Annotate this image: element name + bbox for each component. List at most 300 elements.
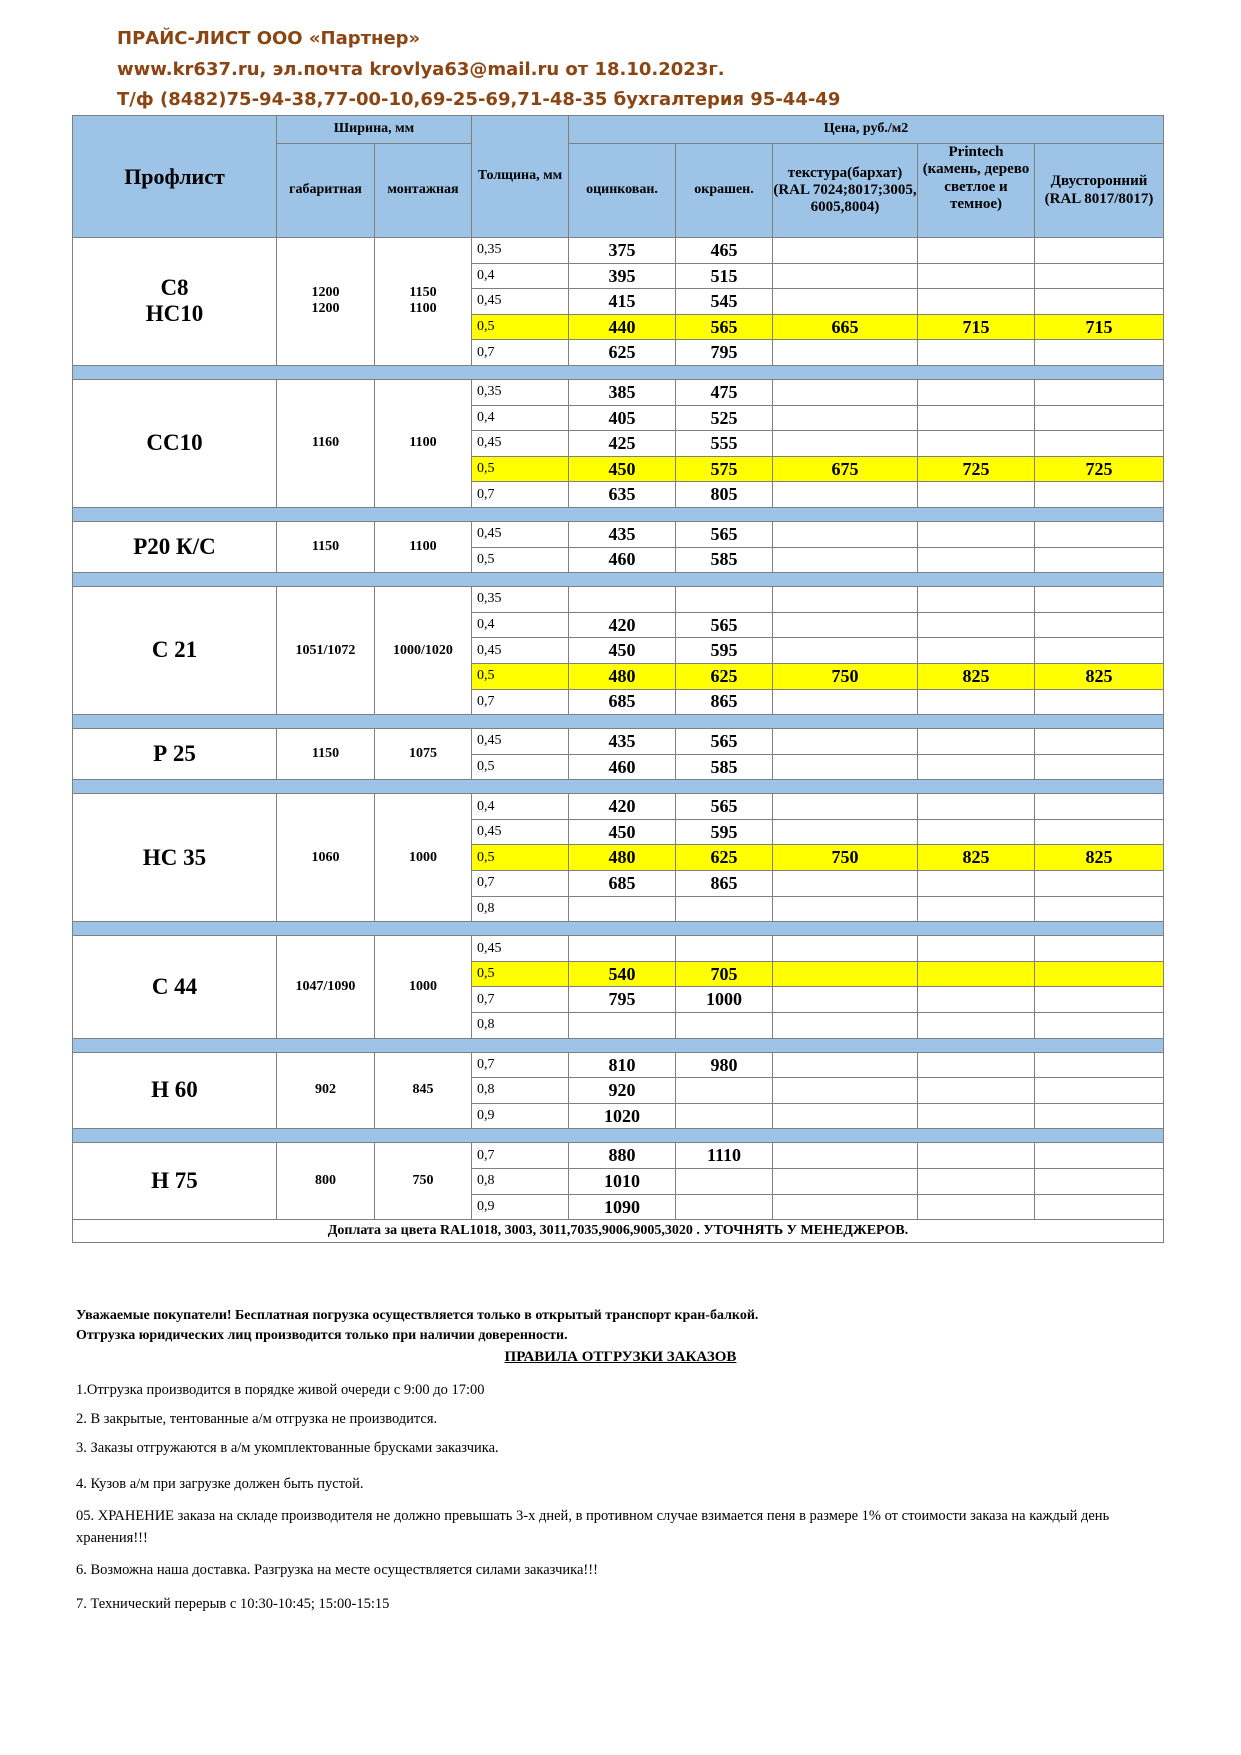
thickness-cell: 0,5 xyxy=(472,456,569,482)
price-printech-cell xyxy=(918,521,1035,547)
price-painted-cell: 865 xyxy=(676,871,773,897)
price-twoside-cell xyxy=(1035,482,1164,508)
thickness-cell: 0,45 xyxy=(472,521,569,547)
price-texture-cell xyxy=(773,1169,918,1195)
width-mount: 1100 xyxy=(409,538,437,554)
price-painted-cell: 565 xyxy=(676,729,773,755)
price-painted-cell: 565 xyxy=(676,314,773,340)
thickness-cell: 0,8 xyxy=(472,1078,569,1104)
price-twoside-cell xyxy=(1035,794,1164,820)
profile-name-cell xyxy=(73,794,277,922)
width-overall-cell xyxy=(277,936,375,1038)
width-mount-cell xyxy=(375,521,472,572)
width-overall: 1160 xyxy=(311,435,340,451)
thickness-cell: 0,5 xyxy=(472,663,569,689)
price-texture-cell xyxy=(773,896,918,922)
thickness-cell: 0,7 xyxy=(472,340,569,366)
thickness-cell: 0,45 xyxy=(472,638,569,664)
price-twoside-cell xyxy=(1035,405,1164,431)
price-printech-cell xyxy=(918,689,1035,715)
price-printech-cell xyxy=(918,1078,1035,1104)
width-mount: 1000/1020 xyxy=(393,642,453,658)
width-overall-cell xyxy=(277,379,375,507)
rule-4: 4. Кузов а/м при загрузке должен быть пустой. xyxy=(76,1476,364,1492)
width-overall-cell xyxy=(277,1052,375,1129)
price-painted-cell: 595 xyxy=(676,638,773,664)
price-twoside-cell xyxy=(1035,689,1164,715)
width-overall: 1150 xyxy=(311,746,340,762)
price-printech-cell xyxy=(918,547,1035,573)
profile-header: Профлист xyxy=(73,116,277,238)
profile-name: С8 xyxy=(160,275,189,301)
group-separator xyxy=(73,715,1164,729)
width-mount: 750 xyxy=(412,1173,434,1189)
price-printech-cell: 725 xyxy=(918,456,1035,482)
price-header: Цена, руб./м2 xyxy=(569,116,1164,144)
price-galv-cell: 685 xyxy=(569,871,676,897)
profile-name: С 21 xyxy=(151,637,198,663)
price-galv-cell: 425 xyxy=(569,431,676,457)
price-printech-cell xyxy=(918,729,1035,755)
width-overall-header: габаритная xyxy=(277,144,375,238)
price-texture-cell xyxy=(773,1143,918,1169)
price-twoside-cell xyxy=(1035,1194,1164,1220)
width-overall: 902 xyxy=(315,1082,336,1098)
price-twoside-cell: 715 xyxy=(1035,314,1164,340)
price-twoside-cell xyxy=(1035,587,1164,613)
price-twoside-cell xyxy=(1035,1169,1164,1195)
price-printech-cell xyxy=(918,819,1035,845)
price-texture-cell xyxy=(773,1078,918,1104)
rule-5: 05. ХРАНЕНИЕ заказа на складе производителя не должно превышать 3-х дней, в противном случае взимается пеня в размере 1% от стоимости заказа на каждый день хранения!!! xyxy=(76,1508,1110,1546)
price-printech-cell xyxy=(918,1013,1035,1039)
thickness-cell: 0,7 xyxy=(472,689,569,715)
width-overall-cell xyxy=(277,587,375,715)
phone-line: Т/ф (8482)75-94-38,77-00-10,69-25-69,71-48-35 бухгалтерия 95-44-49 xyxy=(117,89,841,110)
title-line: ПРАЙС-ЛИСТ ООО «Партнер» xyxy=(117,28,421,49)
rule-7: 7. Технический перерыв с 10:30-10:45; 15:00-15:15 xyxy=(76,1596,390,1612)
price-painted-cell: 565 xyxy=(676,794,773,820)
price-galv-cell: 450 xyxy=(569,819,676,845)
price-galv-cell: 625 xyxy=(569,340,676,366)
price-twoside-cell xyxy=(1035,1143,1164,1169)
price-twoside-cell xyxy=(1035,431,1164,457)
price-printech-cell xyxy=(918,1143,1035,1169)
table-row xyxy=(73,379,1164,405)
price-texture-cell xyxy=(773,729,918,755)
group-separator xyxy=(73,1129,1164,1143)
price-galv-cell: 880 xyxy=(569,1143,676,1169)
price-galv-cell: 480 xyxy=(569,845,676,871)
price-twoside-cell xyxy=(1035,379,1164,405)
thickness-cell: 0,7 xyxy=(472,1143,569,1169)
price-painted-cell: 595 xyxy=(676,819,773,845)
price-twoside-cell xyxy=(1035,819,1164,845)
table-row xyxy=(73,1143,1164,1169)
price-texture-cell xyxy=(773,587,918,613)
price-galv-cell: 435 xyxy=(569,729,676,755)
price-texture-cell xyxy=(773,794,918,820)
price-printech-cell xyxy=(918,754,1035,780)
price-texture-cell xyxy=(773,987,918,1013)
table-row xyxy=(73,587,1164,613)
rule-1: 1.Отгрузка производится в порядке живой очереди с 9:00 до 17:00 xyxy=(76,1382,485,1398)
profile-name: Р20 К/С xyxy=(133,533,216,559)
width-mount: 1075 xyxy=(409,746,437,762)
price-painted-cell: 705 xyxy=(676,961,773,987)
thickness-header: Толщина, мм xyxy=(472,116,569,238)
thickness-cell: 0,7 xyxy=(472,987,569,1013)
price-twoside-cell xyxy=(1035,961,1164,987)
thickness-cell: 0,4 xyxy=(472,794,569,820)
profile-name: С 44 xyxy=(151,973,198,999)
price-galv-cell: 1090 xyxy=(569,1194,676,1220)
price-painted-cell xyxy=(676,1078,773,1104)
price-galv-cell: 420 xyxy=(569,794,676,820)
price-texture-cell xyxy=(773,379,918,405)
price-twoside-cell xyxy=(1035,754,1164,780)
price-galv-cell: 420 xyxy=(569,612,676,638)
price-painted-cell: 805 xyxy=(676,482,773,508)
texture-header: текстура(бархат) (RAL 7024;8017;3005, 6005,8004) xyxy=(773,144,918,238)
width-overall: 1150 xyxy=(311,538,340,554)
note-loading: Уважаемые покупатели! Бесплатная погрузка осуществляется только в открытый транспорт кран-балкой. xyxy=(76,1308,759,1323)
twoside-header: Двусторонний (RAL 8017/8017) xyxy=(1035,144,1164,238)
group-separator xyxy=(73,922,1164,936)
price-texture-cell xyxy=(773,612,918,638)
thickness-cell: 0,5 xyxy=(472,845,569,871)
price-painted-cell xyxy=(676,587,773,613)
price-texture-cell xyxy=(773,340,918,366)
price-twoside-cell xyxy=(1035,238,1164,264)
price-painted-cell: 625 xyxy=(676,663,773,689)
price-twoside-cell xyxy=(1035,987,1164,1013)
price-texture-cell xyxy=(773,1013,918,1039)
price-printech-cell xyxy=(918,1052,1035,1078)
width-mount-header: монтажная xyxy=(375,144,472,238)
price-texture-cell: 665 xyxy=(773,314,918,340)
thickness-cell: 0,45 xyxy=(472,936,569,962)
thickness-cell: 0,45 xyxy=(472,819,569,845)
thickness-cell: 0,8 xyxy=(472,896,569,922)
price-galv-cell: 395 xyxy=(569,263,676,289)
thickness-cell: 0,5 xyxy=(472,961,569,987)
price-galv-cell xyxy=(569,896,676,922)
table-row xyxy=(73,794,1164,820)
thickness-cell: 0,8 xyxy=(472,1169,569,1195)
separator-cell xyxy=(73,1129,1164,1143)
thickness-cell: 0,4 xyxy=(472,263,569,289)
separator-cell xyxy=(73,573,1164,587)
profile-name: Н 60 xyxy=(151,1077,198,1103)
thickness-cell: 0,35 xyxy=(472,238,569,264)
width-overall-cell xyxy=(277,729,375,780)
price-printech-cell xyxy=(918,1169,1035,1195)
width-mount: 1000 xyxy=(409,849,437,865)
price-galv-cell: 450 xyxy=(569,456,676,482)
profile-name: Н 75 xyxy=(151,1168,198,1194)
price-texture-cell xyxy=(773,754,918,780)
price-texture-cell xyxy=(773,819,918,845)
price-twoside-cell xyxy=(1035,289,1164,315)
price-painted-cell: 555 xyxy=(676,431,773,457)
width-mount: 1100 xyxy=(409,435,437,451)
profile-name-cell xyxy=(73,729,277,780)
price-painted-cell: 465 xyxy=(676,238,773,264)
price-printech-cell xyxy=(918,379,1035,405)
price-printech-cell xyxy=(918,638,1035,664)
thickness-cell: 0,4 xyxy=(472,612,569,638)
price-painted-cell xyxy=(676,896,773,922)
price-texture-cell xyxy=(773,871,918,897)
price-texture-cell xyxy=(773,961,918,987)
rule-2: 2. В закрытые, тентованные а/м отгрузка не производится. xyxy=(76,1411,438,1427)
thickness-cell: 0,35 xyxy=(472,379,569,405)
price-twoside-cell xyxy=(1035,1013,1164,1039)
price-printech-cell xyxy=(918,896,1035,922)
price-twoside-cell xyxy=(1035,936,1164,962)
price-painted-cell: 625 xyxy=(676,845,773,871)
thickness-cell: 0,5 xyxy=(472,547,569,573)
price-painted-cell xyxy=(676,1194,773,1220)
price-twoside-cell xyxy=(1035,521,1164,547)
price-twoside-cell xyxy=(1035,612,1164,638)
price-texture-cell: 675 xyxy=(773,456,918,482)
profile-name-cell xyxy=(73,379,277,507)
price-printech-cell xyxy=(918,238,1035,264)
price-galv-cell: 405 xyxy=(569,405,676,431)
price-printech-cell xyxy=(918,612,1035,638)
thickness-cell: 0,45 xyxy=(472,289,569,315)
price-painted-cell: 795 xyxy=(676,340,773,366)
price-galv-cell: 460 xyxy=(569,754,676,780)
price-galv-cell: 440 xyxy=(569,314,676,340)
thickness-cell: 0,45 xyxy=(472,431,569,457)
price-galv-cell: 415 xyxy=(569,289,676,315)
rule-6: 6. Возможна наша доставка. Разгрузка на месте осуществляется силами заказчика!!! xyxy=(76,1562,598,1578)
thickness-cell: 0,9 xyxy=(472,1194,569,1220)
price-painted-cell: 475 xyxy=(676,379,773,405)
width-overall: 1060 xyxy=(311,849,340,865)
table-row xyxy=(73,238,1164,264)
price-printech-cell xyxy=(918,482,1035,508)
price-painted-cell: 515 xyxy=(676,263,773,289)
width-overall: 1051/1072 xyxy=(295,642,356,658)
width-mount: 1000 xyxy=(409,978,437,994)
price-twoside-cell xyxy=(1035,340,1164,366)
price-twoside-cell xyxy=(1035,729,1164,755)
price-galv-cell: 1020 xyxy=(569,1103,676,1129)
price-twoside-cell xyxy=(1035,871,1164,897)
price-texture-cell xyxy=(773,1103,918,1129)
price-twoside-cell xyxy=(1035,1078,1164,1104)
price-galv-cell: 385 xyxy=(569,379,676,405)
width-overall: 1047/1090 xyxy=(295,978,356,994)
price-galv-cell: 1010 xyxy=(569,1169,676,1195)
price-galv-cell: 450 xyxy=(569,638,676,664)
price-galv-cell xyxy=(569,587,676,613)
price-texture-cell xyxy=(773,689,918,715)
price-twoside-cell xyxy=(1035,263,1164,289)
separator-cell xyxy=(73,780,1164,794)
separator-cell xyxy=(73,715,1164,729)
price-twoside-cell xyxy=(1035,896,1164,922)
price-texture-cell xyxy=(773,289,918,315)
thickness-cell: 0,8 xyxy=(472,1013,569,1039)
thickness-cell: 0,4 xyxy=(472,405,569,431)
price-galv-cell: 635 xyxy=(569,482,676,508)
width-overall-alt: 1200 xyxy=(311,301,340,317)
header-row xyxy=(73,116,1164,144)
price-galv-cell xyxy=(569,1013,676,1039)
price-printech-cell: 715 xyxy=(918,314,1035,340)
width-mount-cell xyxy=(375,238,472,366)
table-row xyxy=(73,1052,1164,1078)
price-printech-cell xyxy=(918,405,1035,431)
group-separator xyxy=(73,507,1164,521)
price-twoside-cell: 825 xyxy=(1035,845,1164,871)
profile-name-cell xyxy=(73,1143,277,1220)
profile-name: НС 35 xyxy=(142,844,207,870)
thickness-cell: 0,5 xyxy=(472,754,569,780)
price-texture-cell xyxy=(773,431,918,457)
price-twoside-cell xyxy=(1035,1052,1164,1078)
price-twoside-cell: 825 xyxy=(1035,663,1164,689)
price-painted-cell xyxy=(676,1169,773,1195)
price-texture-cell xyxy=(773,238,918,264)
price-printech-cell xyxy=(918,936,1035,962)
price-printech-cell xyxy=(918,987,1035,1013)
price-table xyxy=(72,115,1164,1243)
width-overall: 1200 xyxy=(311,285,340,301)
width-overall: 800 xyxy=(315,1173,336,1189)
width-mount-cell xyxy=(375,587,472,715)
price-texture-cell xyxy=(773,1194,918,1220)
note-legal: Отгрузка юридических лиц производится только при наличии доверенности. xyxy=(76,1328,568,1343)
price-painted-cell: 1110 xyxy=(676,1143,773,1169)
price-painted-cell xyxy=(676,936,773,962)
separator-cell xyxy=(73,507,1164,521)
price-twoside-cell xyxy=(1035,638,1164,664)
price-printech-cell xyxy=(918,794,1035,820)
color-surcharge-note: Доплата за цвета RAL1018, 3003, 3011,7035,9006,9005,3020 . УТОЧНЯТЬ У МЕНЕДЖЕРОВ. xyxy=(73,1220,1164,1243)
price-galv-cell: 685 xyxy=(569,689,676,715)
table-row xyxy=(73,936,1164,962)
price-texture-cell: 750 xyxy=(773,663,918,689)
price-printech-cell xyxy=(918,340,1035,366)
price-galv-cell: 810 xyxy=(569,1052,676,1078)
price-texture-cell xyxy=(773,482,918,508)
price-texture-cell xyxy=(773,405,918,431)
galv-header: оцинкован. xyxy=(569,144,676,238)
price-printech-cell: 825 xyxy=(918,845,1035,871)
profile-name-cell xyxy=(73,521,277,572)
price-painted-cell: 565 xyxy=(676,612,773,638)
group-separator xyxy=(73,573,1164,587)
width-mount-cell xyxy=(375,936,472,1038)
group-separator xyxy=(73,365,1164,379)
price-galv-cell: 920 xyxy=(569,1078,676,1104)
price-twoside-cell xyxy=(1035,547,1164,573)
price-texture-cell: 750 xyxy=(773,845,918,871)
profile-name: СС10 xyxy=(146,430,203,456)
width-overall-cell xyxy=(277,794,375,922)
width-overall-cell xyxy=(277,238,375,366)
price-painted-cell: 585 xyxy=(676,547,773,573)
price-printech-cell: 825 xyxy=(918,663,1035,689)
profile-name-cell xyxy=(73,1052,277,1129)
price-painted-cell: 865 xyxy=(676,689,773,715)
price-galv-cell: 795 xyxy=(569,987,676,1013)
painted-header: окрашен. xyxy=(676,144,773,238)
printech-header: Printech (камень, дерево светлое и темное) xyxy=(918,144,1035,238)
price-galv-cell: 375 xyxy=(569,238,676,264)
profile-name-cell xyxy=(73,238,277,366)
group-separator xyxy=(73,1038,1164,1052)
separator-cell xyxy=(73,1038,1164,1052)
price-twoside-cell: 725 xyxy=(1035,456,1164,482)
price-texture-cell xyxy=(773,547,918,573)
width-mount-cell xyxy=(375,794,472,922)
thickness-cell: 0,45 xyxy=(472,729,569,755)
width-header: Ширина, мм xyxy=(277,116,472,144)
price-painted-cell: 525 xyxy=(676,405,773,431)
price-printech-cell xyxy=(918,1194,1035,1220)
thickness-cell: 0,5 xyxy=(472,314,569,340)
price-texture-cell xyxy=(773,1052,918,1078)
price-printech-cell xyxy=(918,289,1035,315)
width-overall-cell xyxy=(277,1143,375,1220)
price-printech-cell xyxy=(918,431,1035,457)
group-separator xyxy=(73,780,1164,794)
contact-line: www.kr637.ru, эл.почта krovlya63@mail.ru от 18.10.2023г. xyxy=(117,59,725,80)
price-galv-cell: 480 xyxy=(569,663,676,689)
rules-title: ПРАВИЛА ОТГРУЗКИ ЗАКАЗОВ xyxy=(504,1349,737,1365)
table-row xyxy=(73,729,1164,755)
thickness-cell: 0,9 xyxy=(472,1103,569,1129)
price-painted-cell xyxy=(676,1103,773,1129)
price-painted-cell: 575 xyxy=(676,456,773,482)
width-mount-cell xyxy=(375,1052,472,1129)
profile-name-alt: НС10 xyxy=(145,301,204,327)
width-mount-cell xyxy=(375,379,472,507)
price-painted-cell: 545 xyxy=(676,289,773,315)
footer-row xyxy=(73,1220,1164,1243)
profile-name: Р 25 xyxy=(153,740,196,766)
price-texture-cell xyxy=(773,263,918,289)
table-row xyxy=(73,521,1164,547)
price-texture-cell xyxy=(773,521,918,547)
thickness-cell: 0,35 xyxy=(472,587,569,613)
profile-name-cell xyxy=(73,936,277,1038)
separator-cell xyxy=(73,365,1164,379)
price-galv-cell: 540 xyxy=(569,961,676,987)
price-painted-cell: 1000 xyxy=(676,987,773,1013)
width-mount-cell xyxy=(375,1143,472,1220)
price-painted-cell: 980 xyxy=(676,1052,773,1078)
width-mount-alt: 1100 xyxy=(409,301,437,317)
price-printech-cell xyxy=(918,871,1035,897)
price-painted-cell: 585 xyxy=(676,754,773,780)
price-painted-cell xyxy=(676,1013,773,1039)
width-mount: 845 xyxy=(412,1082,434,1098)
price-printech-cell xyxy=(918,961,1035,987)
price-texture-cell xyxy=(773,638,918,664)
price-painted-cell: 565 xyxy=(676,521,773,547)
thickness-cell: 0,7 xyxy=(472,871,569,897)
price-printech-cell xyxy=(918,1103,1035,1129)
price-printech-cell xyxy=(918,587,1035,613)
